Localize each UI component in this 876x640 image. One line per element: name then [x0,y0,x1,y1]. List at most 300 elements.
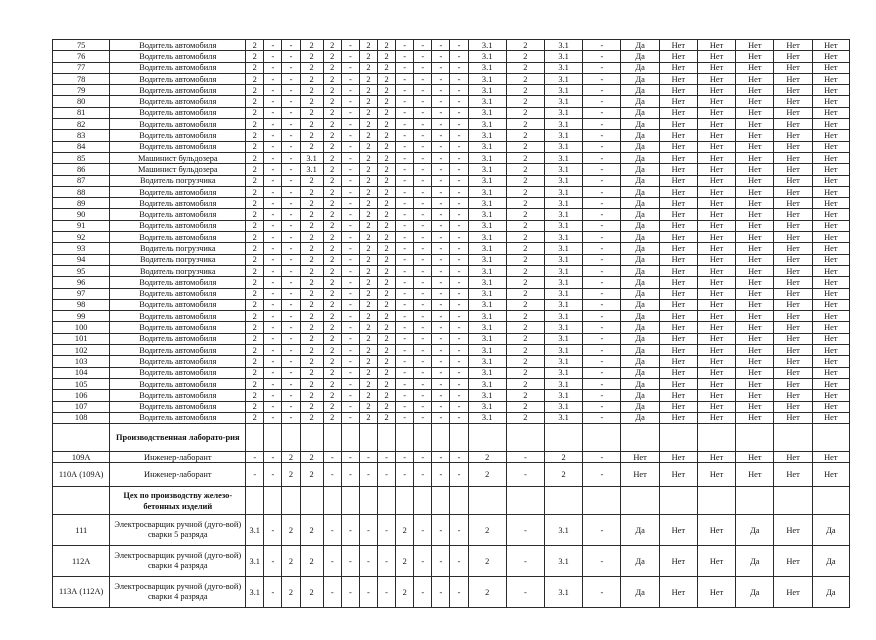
table-cell: - [432,577,450,608]
table-cell: 2 [246,265,264,276]
table-cell: 2 [300,141,323,152]
table-cell: Нет [659,73,697,84]
table-cell: - [264,401,282,412]
table-cell: 3.1 [468,130,506,141]
table-cell: - [583,356,621,367]
table-cell: 2 [300,412,323,423]
table-cell: 2 [323,220,341,231]
table-cell: Да [621,85,659,96]
table-cell: Нет [697,107,735,118]
table-cell [246,424,264,452]
table-cell: 2 [246,40,264,51]
table-cell: Да [621,412,659,423]
job-title-cell: Водитель автомобиля [110,345,246,356]
table-row [53,141,850,152]
table-cell: Нет [774,40,812,51]
table-cell: Нет [812,164,849,175]
table-cell: Нет [812,186,849,197]
table-cell: - [432,452,450,463]
table-cell: - [450,515,468,546]
table-cell: Нет [774,130,812,141]
table-cell: Нет [812,401,849,412]
table-cell: 2 [378,333,396,344]
table-cell: 2 [246,277,264,288]
table-cell: 2 [246,175,264,186]
table-cell: Нет [812,220,849,231]
table-cell: - [341,130,359,141]
table-cell: - [414,277,432,288]
table-cell: 2 [378,265,396,276]
table-cell: 2 [378,209,396,220]
table-cell: Нет [697,119,735,130]
table-cell: - [341,452,359,463]
table-cell: 2 [300,452,323,463]
table-cell: Нет [659,152,697,163]
table-cell: 3.1 [545,40,583,51]
table-cell: 3.1 [468,356,506,367]
table-cell: Нет [774,85,812,96]
table-cell: - [583,378,621,389]
table-cell: 2 [300,107,323,118]
table-cell: 2 [300,40,323,51]
table-cell: - [264,119,282,130]
table-cell: - [396,40,414,51]
table-cell: - [264,107,282,118]
table-cell: 3.1 [545,345,583,356]
table-cell [246,487,264,515]
table-cell: Нет [736,119,774,130]
table-cell: - [396,345,414,356]
table-cell: - [341,577,359,608]
table-cell: Да [621,311,659,322]
table-cell: - [583,288,621,299]
table-cell: - [583,452,621,463]
table-cell: Нет [812,333,849,344]
table-cell [621,487,659,515]
table-cell [774,424,812,452]
table-cell: - [583,322,621,333]
table-cell: Нет [697,254,735,265]
table-cell: 2 [359,220,377,231]
table-cell: 2 [323,107,341,118]
table-cell: 2 [378,62,396,73]
table-cell: Да [621,378,659,389]
table-cell: 2 [359,175,377,186]
table-cell: - [341,209,359,220]
table-row [53,186,850,197]
table-cell [506,424,544,452]
table-cell: 3.1 [545,175,583,186]
table-cell: Да [621,401,659,412]
table-cell: Нет [736,288,774,299]
table-cell: - [264,40,282,51]
table-cell: - [341,254,359,265]
table-row [53,546,850,577]
table-cell: - [583,345,621,356]
table-cell: - [432,288,450,299]
table-cell: Да [621,299,659,310]
table-cell: - [583,243,621,254]
table-cell: 2 [468,577,506,608]
table-row [53,130,850,141]
table-cell: Да [812,577,849,608]
table-cell: 3.1 [468,152,506,163]
table-cell: - [583,119,621,130]
table-cell: 2 [300,345,323,356]
table-cell: Нет [774,209,812,220]
table-cell: - [583,141,621,152]
table-cell: 2 [378,345,396,356]
table-cell: Нет [774,175,812,186]
table-cell: - [450,141,468,152]
table-cell: 2 [359,130,377,141]
table-cell: Нет [697,51,735,62]
table-cell: Нет [736,367,774,378]
job-title-cell: Машинист бульдозера [110,152,246,163]
table-cell: - [450,463,468,487]
table-cell: - [264,515,282,546]
row-number-cell: 91 [53,220,110,231]
table-cell [378,487,396,515]
table-cell: Нет [697,243,735,254]
table-cell: - [396,51,414,62]
table-cell: - [414,243,432,254]
table-cell [812,487,849,515]
table-cell: 3.1 [468,367,506,378]
table-cell: 3.1 [545,198,583,209]
table-cell: - [450,333,468,344]
table-cell: 2 [246,356,264,367]
table-row [53,243,850,254]
table-cell: 2 [323,164,341,175]
table-cell: 2 [359,96,377,107]
table-cell: - [583,96,621,107]
table-cell: - [341,345,359,356]
table-cell: 2 [323,186,341,197]
table-cell: - [282,107,300,118]
table-cell: - [583,277,621,288]
table-cell: 3.1 [468,277,506,288]
table-cell: Нет [774,277,812,288]
table-cell: - [323,463,341,487]
job-title-cell: Водитель автомобиля [110,130,246,141]
table-cell: - [506,577,544,608]
table-cell: 3.1 [468,186,506,197]
table-cell: 3.1 [545,412,583,423]
table-cell: - [264,277,282,288]
table-row [53,198,850,209]
table-cell: 2 [323,288,341,299]
table-cell: 2 [506,152,544,163]
table-cell: - [341,265,359,276]
table-cell: Нет [812,119,849,130]
table-cell: Нет [697,463,735,487]
table-cell: 2 [468,452,506,463]
table-cell: Нет [659,546,697,577]
job-title-cell: Водитель автомобиля [110,186,246,197]
table-cell: - [282,51,300,62]
table-cell: Нет [736,130,774,141]
table-cell: 3.1 [545,515,583,546]
row-number-cell: 93 [53,243,110,254]
table-row [53,265,850,276]
table-cell: - [414,452,432,463]
table-cell: - [323,577,341,608]
table-cell: - [264,463,282,487]
table-cell: Нет [736,164,774,175]
table-cell: Нет [659,515,697,546]
table-cell [774,487,812,515]
table-cell: - [264,345,282,356]
table-cell: - [583,546,621,577]
table-cell: Нет [812,288,849,299]
table-cell: 2 [506,96,544,107]
table-cell: - [396,367,414,378]
table-cell: 2 [359,378,377,389]
table-cell: - [583,73,621,84]
table-cell: 2 [246,152,264,163]
table-cell: 2 [323,198,341,209]
table-cell: - [378,577,396,608]
table-cell: 3.1 [545,119,583,130]
table-cell: 2 [378,164,396,175]
table-cell: - [323,452,341,463]
table-cell: - [432,107,450,118]
table-cell: - [432,412,450,423]
table-cell: - [583,232,621,243]
table-cell: - [341,277,359,288]
table-cell: - [414,378,432,389]
table-cell [450,487,468,515]
table-cell: 2 [359,198,377,209]
table-row [53,40,850,51]
table-cell: - [264,390,282,401]
table-cell: - [450,390,468,401]
table-cell: Да [621,277,659,288]
table-cell: Нет [812,367,849,378]
table-cell: Да [621,198,659,209]
table-cell: 3.1 [246,546,264,577]
table-cell: - [341,96,359,107]
table-cell: 2 [506,141,544,152]
table-cell: Да [621,243,659,254]
table-cell: - [506,452,544,463]
job-title-cell: Водитель автомобиля [110,401,246,412]
table-cell: Нет [697,141,735,152]
job-title-cell: Водитель погрузчика [110,254,246,265]
table-cell: Нет [697,311,735,322]
table-cell [341,424,359,452]
section-row [53,487,850,515]
table-cell: 2 [300,186,323,197]
table-cell: - [323,546,341,577]
table-cell: 2 [359,356,377,367]
table-cell: 2 [378,367,396,378]
table-cell: 2 [300,367,323,378]
table-cell: Нет [659,232,697,243]
table-cell: - [583,175,621,186]
table-cell: - [341,390,359,401]
table-cell: Нет [659,265,697,276]
table-cell: Нет [736,107,774,118]
table-cell: Нет [774,288,812,299]
table-cell: 2 [359,390,377,401]
table-cell: - [282,141,300,152]
table-cell: - [264,220,282,231]
table-cell: 3.1 [468,119,506,130]
table-cell: 2 [300,299,323,310]
table-cell: 2 [359,107,377,118]
table-cell: - [396,390,414,401]
table-cell: 2 [506,333,544,344]
table-cell: - [450,175,468,186]
table-cell: - [341,243,359,254]
table-cell: - [414,130,432,141]
table-cell: 2 [378,85,396,96]
table-cell: Нет [736,85,774,96]
table-cell: 3.1 [468,96,506,107]
table-cell: 2 [300,333,323,344]
section-row [53,424,850,452]
table-cell: - [341,73,359,84]
table-cell: - [414,220,432,231]
table-row [53,345,850,356]
table-cell [659,487,697,515]
table-cell: 2 [300,390,323,401]
table-cell: 2 [378,152,396,163]
table-cell: 2 [300,288,323,299]
table-cell: Да [621,515,659,546]
table-cell: 2 [506,186,544,197]
table-cell: 3.1 [468,175,506,186]
table-cell: Нет [736,299,774,310]
table-cell: - [264,198,282,209]
table-cell: Нет [697,164,735,175]
table-cell: Нет [736,390,774,401]
table-cell: 2 [506,378,544,389]
table-cell: 2 [378,119,396,130]
table-cell: 3.1 [468,299,506,310]
table-cell: - [264,333,282,344]
table-cell: - [583,62,621,73]
job-title-cell: Водитель автомобиля [110,311,246,322]
table-cell: - [432,299,450,310]
table-cell: 2 [246,96,264,107]
table-cell: - [583,40,621,51]
row-number-cell: 85 [53,152,110,163]
table-cell: 3.1 [545,186,583,197]
table-cell: Нет [812,463,849,487]
table-cell: - [432,345,450,356]
table-cell: Нет [736,96,774,107]
table-cell: Да [621,345,659,356]
table-cell: 2 [506,277,544,288]
table-cell: 2 [468,463,506,487]
table-cell: Нет [697,299,735,310]
table-cell: Нет [774,164,812,175]
table-cell [621,424,659,452]
job-title-cell: Водитель автомобиля [110,390,246,401]
table-cell: Нет [812,277,849,288]
table-cell: Нет [697,209,735,220]
table-cell: 2 [323,356,341,367]
table-cell: - [378,463,396,487]
table-cell: - [583,85,621,96]
table-cell: Нет [736,333,774,344]
table-cell: - [414,85,432,96]
table-cell: - [323,515,341,546]
table-cell: Нет [736,277,774,288]
job-title-cell: Водитель автомобиля [110,62,246,73]
table-cell: - [450,277,468,288]
row-number-cell: 103 [53,356,110,367]
table-cell: Нет [774,73,812,84]
table-cell: 2 [506,175,544,186]
table-row [53,73,850,84]
table-cell: Нет [736,401,774,412]
table-cell: Нет [736,232,774,243]
table-cell: - [396,311,414,322]
table-cell: Нет [621,452,659,463]
table-cell: Нет [736,265,774,276]
table-cell: 3.1 [545,577,583,608]
row-number-cell: 75 [53,40,110,51]
table-cell: Да [621,546,659,577]
table-cell: - [450,546,468,577]
table-cell: 2 [323,96,341,107]
table-cell: Да [621,96,659,107]
table-cell [736,487,774,515]
table-cell: 3.1 [545,243,583,254]
table-cell: Нет [774,378,812,389]
table-cell [545,424,583,452]
table-cell: - [432,40,450,51]
table-cell: - [282,186,300,197]
table-cell: 2 [323,277,341,288]
row-number-cell: 95 [53,265,110,276]
table-cell: - [450,40,468,51]
table-cell: - [396,452,414,463]
table-cell: Нет [774,62,812,73]
table-cell: 2 [300,277,323,288]
job-title-cell: Водитель автомобиля [110,96,246,107]
table-cell: Нет [697,356,735,367]
table-cell: - [341,186,359,197]
row-number-cell: 104 [53,367,110,378]
table-cell: - [432,277,450,288]
table-cell [432,424,450,452]
table-cell: - [341,288,359,299]
table-cell: Нет [812,322,849,333]
table-cell: - [282,333,300,344]
table-cell: 3.1 [545,322,583,333]
table-cell: - [450,232,468,243]
table-cell: Нет [697,577,735,608]
table-cell: - [341,85,359,96]
table-cell: 2 [506,85,544,96]
table-cell: - [396,333,414,344]
table-cell: - [341,463,359,487]
table-cell: Нет [812,73,849,84]
table-cell: Да [621,220,659,231]
table-cell: - [341,40,359,51]
table-cell: Нет [659,277,697,288]
table-cell: - [282,198,300,209]
table-cell: - [583,367,621,378]
row-number-cell: 109А [53,452,110,463]
table-cell [378,424,396,452]
table-cell: 2 [359,401,377,412]
